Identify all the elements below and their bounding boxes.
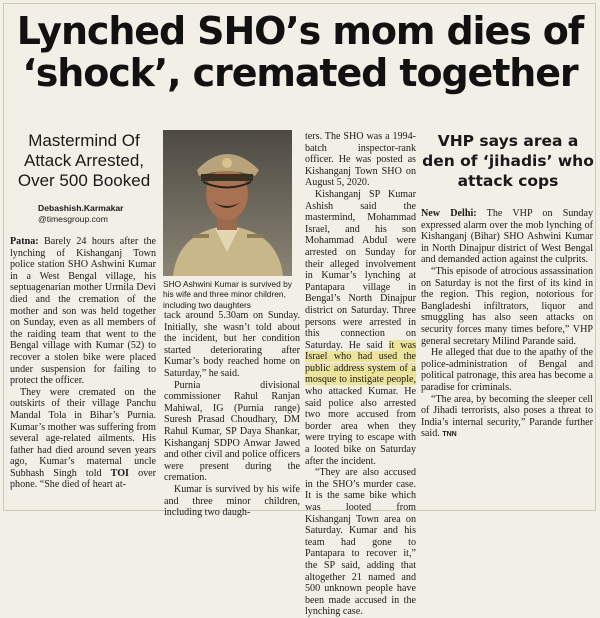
byline-email: @timesgroup.com (38, 214, 108, 224)
sidebar-headline: VHP says area a den of ‘jihadis’ who attack cops (422, 132, 594, 190)
sho-portrait-photo (163, 130, 292, 276)
paragraph: ters. The SHO was a 1994-batch inspector-rank officer. He was posted as Kishanganj Town SHO on August 5, 2020. (305, 131, 416, 189)
paragraph: “They are also accused in the SHO’s murder case. It is the same bike which was looted from Kishanganj Town area on Saturday. Kumar and his team had gone to Pantapara to recover it,” the SP said, adding that altogether 21 named and 500 unknown people have been made accused in the lynching case. (305, 467, 416, 618)
column-1 (10, 236, 156, 491)
paragraph: They were cremated on the outskirts of their village Panchu Mandal Tola in Bihar’s Purnia. Kumar’s mother was suffering from several age-related ailments. His father had died around seven years ago, Kumar’s maternal uncle Subhash Singh told TOI over phone. “She died of heart at- (10, 386, 156, 491)
dateline: Patna: (10, 236, 39, 247)
paragraph: “This episode of atrocious assassination on Saturday is not the first of its kind in the region. This region, notorious for Bangladeshi infiltrators, liquor and smuggling has also seen attacks on security forces many times before,” VHP general secretary Milind Parande said. (421, 265, 593, 347)
paragraph: Kumar is survived by his wife and three minor children, including two daugh- (164, 483, 300, 519)
paragraph: Kishanganj SP Kumar Ashish said the mastermind, Mohammad Israel, and his son Mohammad Abdul were arrested on Sunday for their alleged involvement in Kumar’s lynching at Pantapara village in Bengal’s North Dinajpur district on Saturday. Three persons were arrested in this connection on Saturday. He said it was Israel who had used the public address system of a mosque to instigate people, who attacked Kumar. He said police also arrested two more accused from border area when they were trying to escape with a looted bike on Saturday after the incident. (305, 188, 416, 467)
photo-caption: SHO Ashwini Kumar is survived by his wife and three minor children, including two daughters (163, 279, 292, 310)
lead-paragraph (10, 236, 156, 387)
paragraph: New Delhi: The VHP on Sunday expressed alarm over the mob lynching of Kishanganj (Bihar) SHO Ashwini Kumar in North Dinajpur district of West Bengal and demanded action against the culprits. (421, 208, 593, 266)
byline-author: Debashish.Karmakar (38, 203, 124, 213)
portrait-illustration (163, 130, 292, 276)
paragraph: Purnia divisional commissioner Rahul Ranjan Mahiwal, IG (Purnia range) Suresh Prasad Choudhary, DM Rahul Kumar, SP Daya Shankar, Kishanganj SDPO Anwar Jawed and other civil and police officers were present during the cremation. (164, 379, 300, 484)
highlighted-quote: it was Israel who had used the public address system of a mosque to instigate people, (305, 339, 416, 386)
paragraph: tack around 5.30am on Sunday. Initially, she wasn’t told about the incident, but her condition started deteriorating after Kumar’s body reached home on Saturday,” he said. (164, 310, 300, 379)
column-2 (164, 310, 300, 519)
paragraph: “The area, by becoming the sleeper cell of Jihadi terrorists, also poses a threat to India’s internal security,” Parande further said. TNN (421, 393, 593, 440)
headline-line-1: Lynched SHO’s mom dies of (16, 9, 584, 53)
headline (8, 10, 592, 94)
dateline: New Delhi: (421, 208, 477, 219)
publication-name: TOI (110, 467, 129, 479)
column-3 (305, 131, 416, 618)
subheadline: Mastermind Of Attack Arrested, Over 500 Booked (17, 131, 151, 190)
headline-line-2: ‘shock’, cremated together (22, 51, 578, 95)
agency-tag: TNN (442, 431, 457, 439)
lead-text: Barely 24 hours after the lynching of Kishanganj Town police station SHO Ashwini Kumar in a West Bengal village, his septuagenarian mother Urmila Devi died and the cremation of the mother and son was held together on Sunday, even as all members of the raiding team that went to the Bengal village with Kumar (52) to recover a stolen bike were placed under suspension for failing to protect the officer. (10, 236, 157, 387)
column-4 (421, 208, 593, 441)
byline (38, 203, 124, 225)
paragraph: He alleged that due to the apathy of the police-administration of Bengal and political patronage, this area has become a paradise for criminals. (421, 347, 593, 393)
